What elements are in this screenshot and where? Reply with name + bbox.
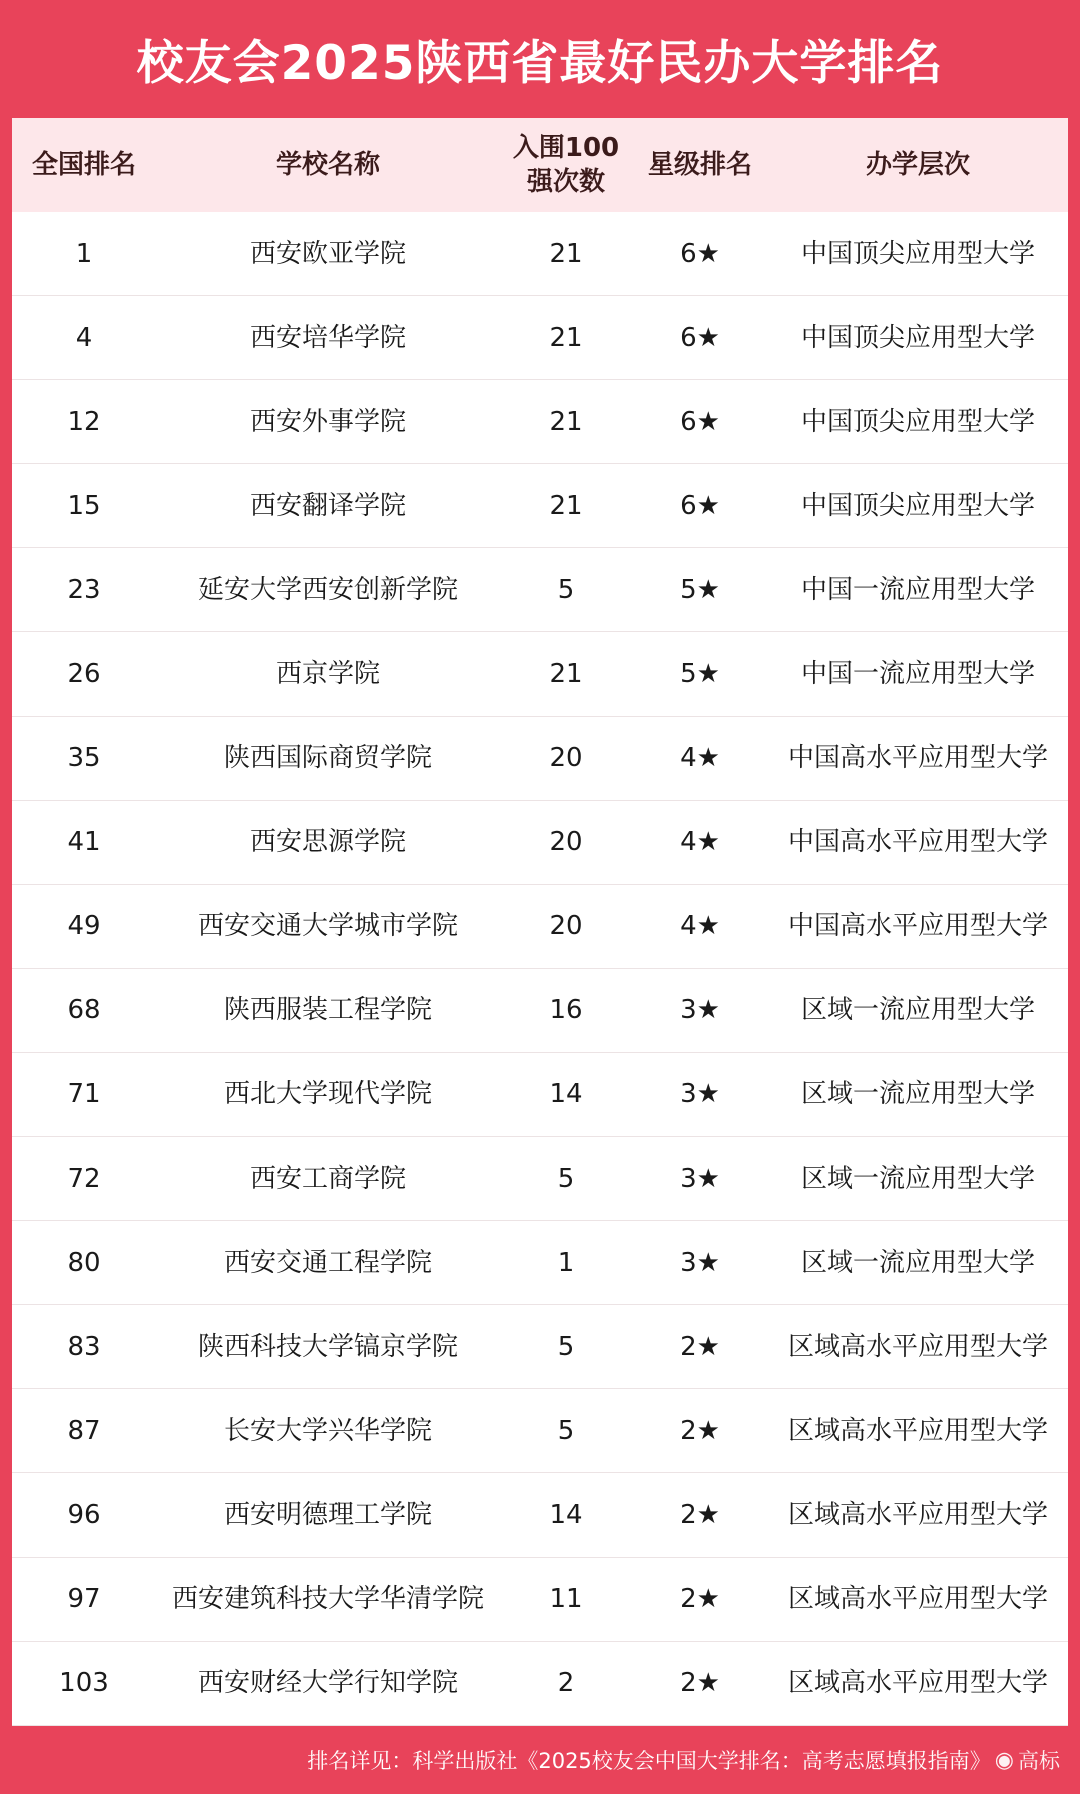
cell-school: 西安工商学院	[249, 1163, 406, 1194]
cell-top100-count: 5	[557, 1415, 575, 1446]
cell-rank: 71	[67, 1079, 101, 1110]
cell-school: 西安明德理工学院	[223, 1499, 432, 1530]
cell-top100-count: 14	[549, 1079, 583, 1110]
cell-top100-count: 21	[549, 238, 583, 269]
cell-school: 西京学院	[275, 659, 380, 690]
cell-top100-count: 21	[549, 490, 583, 521]
cell-top100-count: 16	[549, 995, 583, 1026]
cell-top100-count: 5	[557, 574, 575, 605]
watermark-text: 高标	[1018, 1749, 1060, 1773]
cell-school: 西安交通大学城市学院	[197, 911, 458, 942]
weibo-icon: ◉	[994, 1747, 1014, 1773]
cell-school: 西安翻译学院	[249, 490, 406, 521]
cell-school: 西安外事学院	[249, 406, 406, 437]
ranking-table	[12, 118, 1068, 1726]
cell-level: 中国高水平应用型大学	[787, 827, 1048, 858]
watermark	[995, 1745, 1060, 1775]
cell-star: 2★	[680, 1499, 720, 1530]
cell-rank: 103	[59, 1668, 109, 1699]
cell-star: 6★	[680, 238, 720, 269]
cell-star: 6★	[680, 490, 720, 521]
cell-level: 中国顶尖应用型大学	[800, 322, 1035, 353]
table-row	[12, 801, 1068, 885]
table-row	[12, 1642, 1068, 1726]
table-body	[12, 212, 1068, 1726]
cell-school: 西安建筑科技大学华清学院	[171, 1584, 484, 1615]
cell-top100-count: 20	[549, 743, 583, 774]
cell-top100-count: 20	[549, 827, 583, 858]
cell-level: 中国一流应用型大学	[800, 659, 1035, 690]
table-row	[12, 464, 1068, 548]
cell-rank: 97	[67, 1584, 101, 1615]
table-row	[12, 212, 1068, 296]
cell-rank: 83	[67, 1331, 101, 1362]
cell-rank: 12	[67, 406, 101, 437]
table-row	[12, 1137, 1068, 1221]
cell-school: 延安大学西安创新学院	[197, 574, 458, 605]
cell-level: 中国顶尖应用型大学	[800, 238, 1035, 269]
cell-top100-count: 2	[557, 1668, 575, 1699]
table-header	[12, 118, 1068, 212]
cell-school: 陕西服装工程学院	[223, 995, 432, 1026]
cell-school: 西安交通工程学院	[223, 1247, 432, 1278]
cell-star: 4★	[680, 743, 720, 774]
cell-rank: 1	[75, 238, 93, 269]
cell-rank: 26	[67, 659, 101, 690]
header-school: 学校名称	[275, 150, 380, 180]
cell-school: 西安财经大学行知学院	[197, 1668, 458, 1699]
cell-level: 区域一流应用型大学	[800, 1079, 1035, 1110]
cell-level: 中国顶尖应用型大学	[800, 490, 1035, 521]
cell-school: 长安大学兴华学院	[223, 1415, 432, 1446]
cell-level: 中国一流应用型大学	[800, 574, 1035, 605]
header-top100-count: 入围100强次数	[512, 133, 620, 197]
header-star: 星级排名	[647, 150, 752, 180]
cell-school: 陕西科技大学镐京学院	[197, 1331, 458, 1362]
cell-level: 区域高水平应用型大学	[787, 1584, 1048, 1615]
cell-rank: 87	[67, 1415, 101, 1446]
table-row	[12, 969, 1068, 1053]
cell-star: 5★	[680, 659, 720, 690]
cell-level: 区域高水平应用型大学	[787, 1499, 1048, 1530]
cell-rank: 68	[67, 995, 101, 1026]
cell-school: 西安思源学院	[249, 827, 406, 858]
table-row	[12, 1558, 1068, 1642]
cell-star: 3★	[680, 1163, 720, 1194]
cell-rank: 4	[75, 322, 93, 353]
table-row	[12, 632, 1068, 716]
cell-top100-count: 5	[557, 1331, 575, 1362]
table-row	[12, 548, 1068, 632]
cell-level: 区域一流应用型大学	[800, 1247, 1035, 1278]
cell-top100-count: 14	[549, 1499, 583, 1530]
cell-school: 西北大学现代学院	[223, 1079, 432, 1110]
cell-star: 4★	[680, 827, 720, 858]
cell-rank: 35	[67, 743, 101, 774]
cell-rank: 49	[67, 911, 101, 942]
cell-star: 6★	[680, 322, 720, 353]
source-note: 排名详见：科学出版社《2025校友会中国大学排名：高考志愿填报指南》	[307, 1749, 991, 1773]
cell-school: 西安欧亚学院	[249, 238, 406, 269]
cell-school: 陕西国际商贸学院	[223, 743, 432, 774]
cell-top100-count: 1	[557, 1247, 575, 1278]
table-row	[12, 717, 1068, 801]
cell-star: 2★	[680, 1331, 720, 1362]
cell-rank: 15	[67, 490, 101, 521]
cell-top100-count: 11	[549, 1584, 583, 1615]
cell-top100-count: 21	[549, 322, 583, 353]
cell-rank: 23	[67, 574, 101, 605]
cell-level: 区域一流应用型大学	[800, 1163, 1035, 1194]
cell-star: 4★	[680, 911, 720, 942]
cell-top100-count: 21	[549, 406, 583, 437]
cell-star: 3★	[680, 995, 720, 1026]
footer	[0, 1726, 1080, 1794]
page-title: 校友会2025陕西省最好民办大学排名	[136, 35, 944, 91]
cell-level: 中国高水平应用型大学	[787, 911, 1048, 942]
table-row	[12, 380, 1068, 464]
cell-level: 中国顶尖应用型大学	[800, 406, 1035, 437]
cell-rank: 72	[67, 1163, 101, 1194]
cell-star: 2★	[680, 1584, 720, 1615]
header-level: 办学层次	[865, 150, 970, 180]
table-row	[12, 1221, 1068, 1305]
table-row	[12, 1389, 1068, 1473]
cell-level: 区域一流应用型大学	[800, 995, 1035, 1026]
cell-level: 中国高水平应用型大学	[787, 743, 1048, 774]
cell-level: 区域高水平应用型大学	[787, 1331, 1048, 1362]
table-row	[12, 296, 1068, 380]
cell-star: 2★	[680, 1668, 720, 1699]
cell-star: 2★	[680, 1415, 720, 1446]
table-row	[12, 1053, 1068, 1137]
cell-rank: 96	[67, 1499, 101, 1530]
table-row	[12, 1305, 1068, 1389]
table-row	[12, 1473, 1068, 1557]
cell-top100-count: 21	[549, 659, 583, 690]
cell-star: 5★	[680, 574, 720, 605]
header-rank: 全国排名	[31, 150, 136, 180]
cell-star: 3★	[680, 1079, 720, 1110]
cell-level: 区域高水平应用型大学	[787, 1668, 1048, 1699]
cell-top100-count: 20	[549, 911, 583, 942]
cell-top100-count: 5	[557, 1163, 575, 1194]
cell-rank: 41	[67, 827, 101, 858]
cell-rank: 80	[67, 1247, 101, 1278]
cell-level: 区域高水平应用型大学	[787, 1415, 1048, 1446]
cell-school: 西安培华学院	[249, 322, 406, 353]
cell-star: 6★	[680, 406, 720, 437]
cell-star: 3★	[680, 1247, 720, 1278]
table-row	[12, 885, 1068, 969]
